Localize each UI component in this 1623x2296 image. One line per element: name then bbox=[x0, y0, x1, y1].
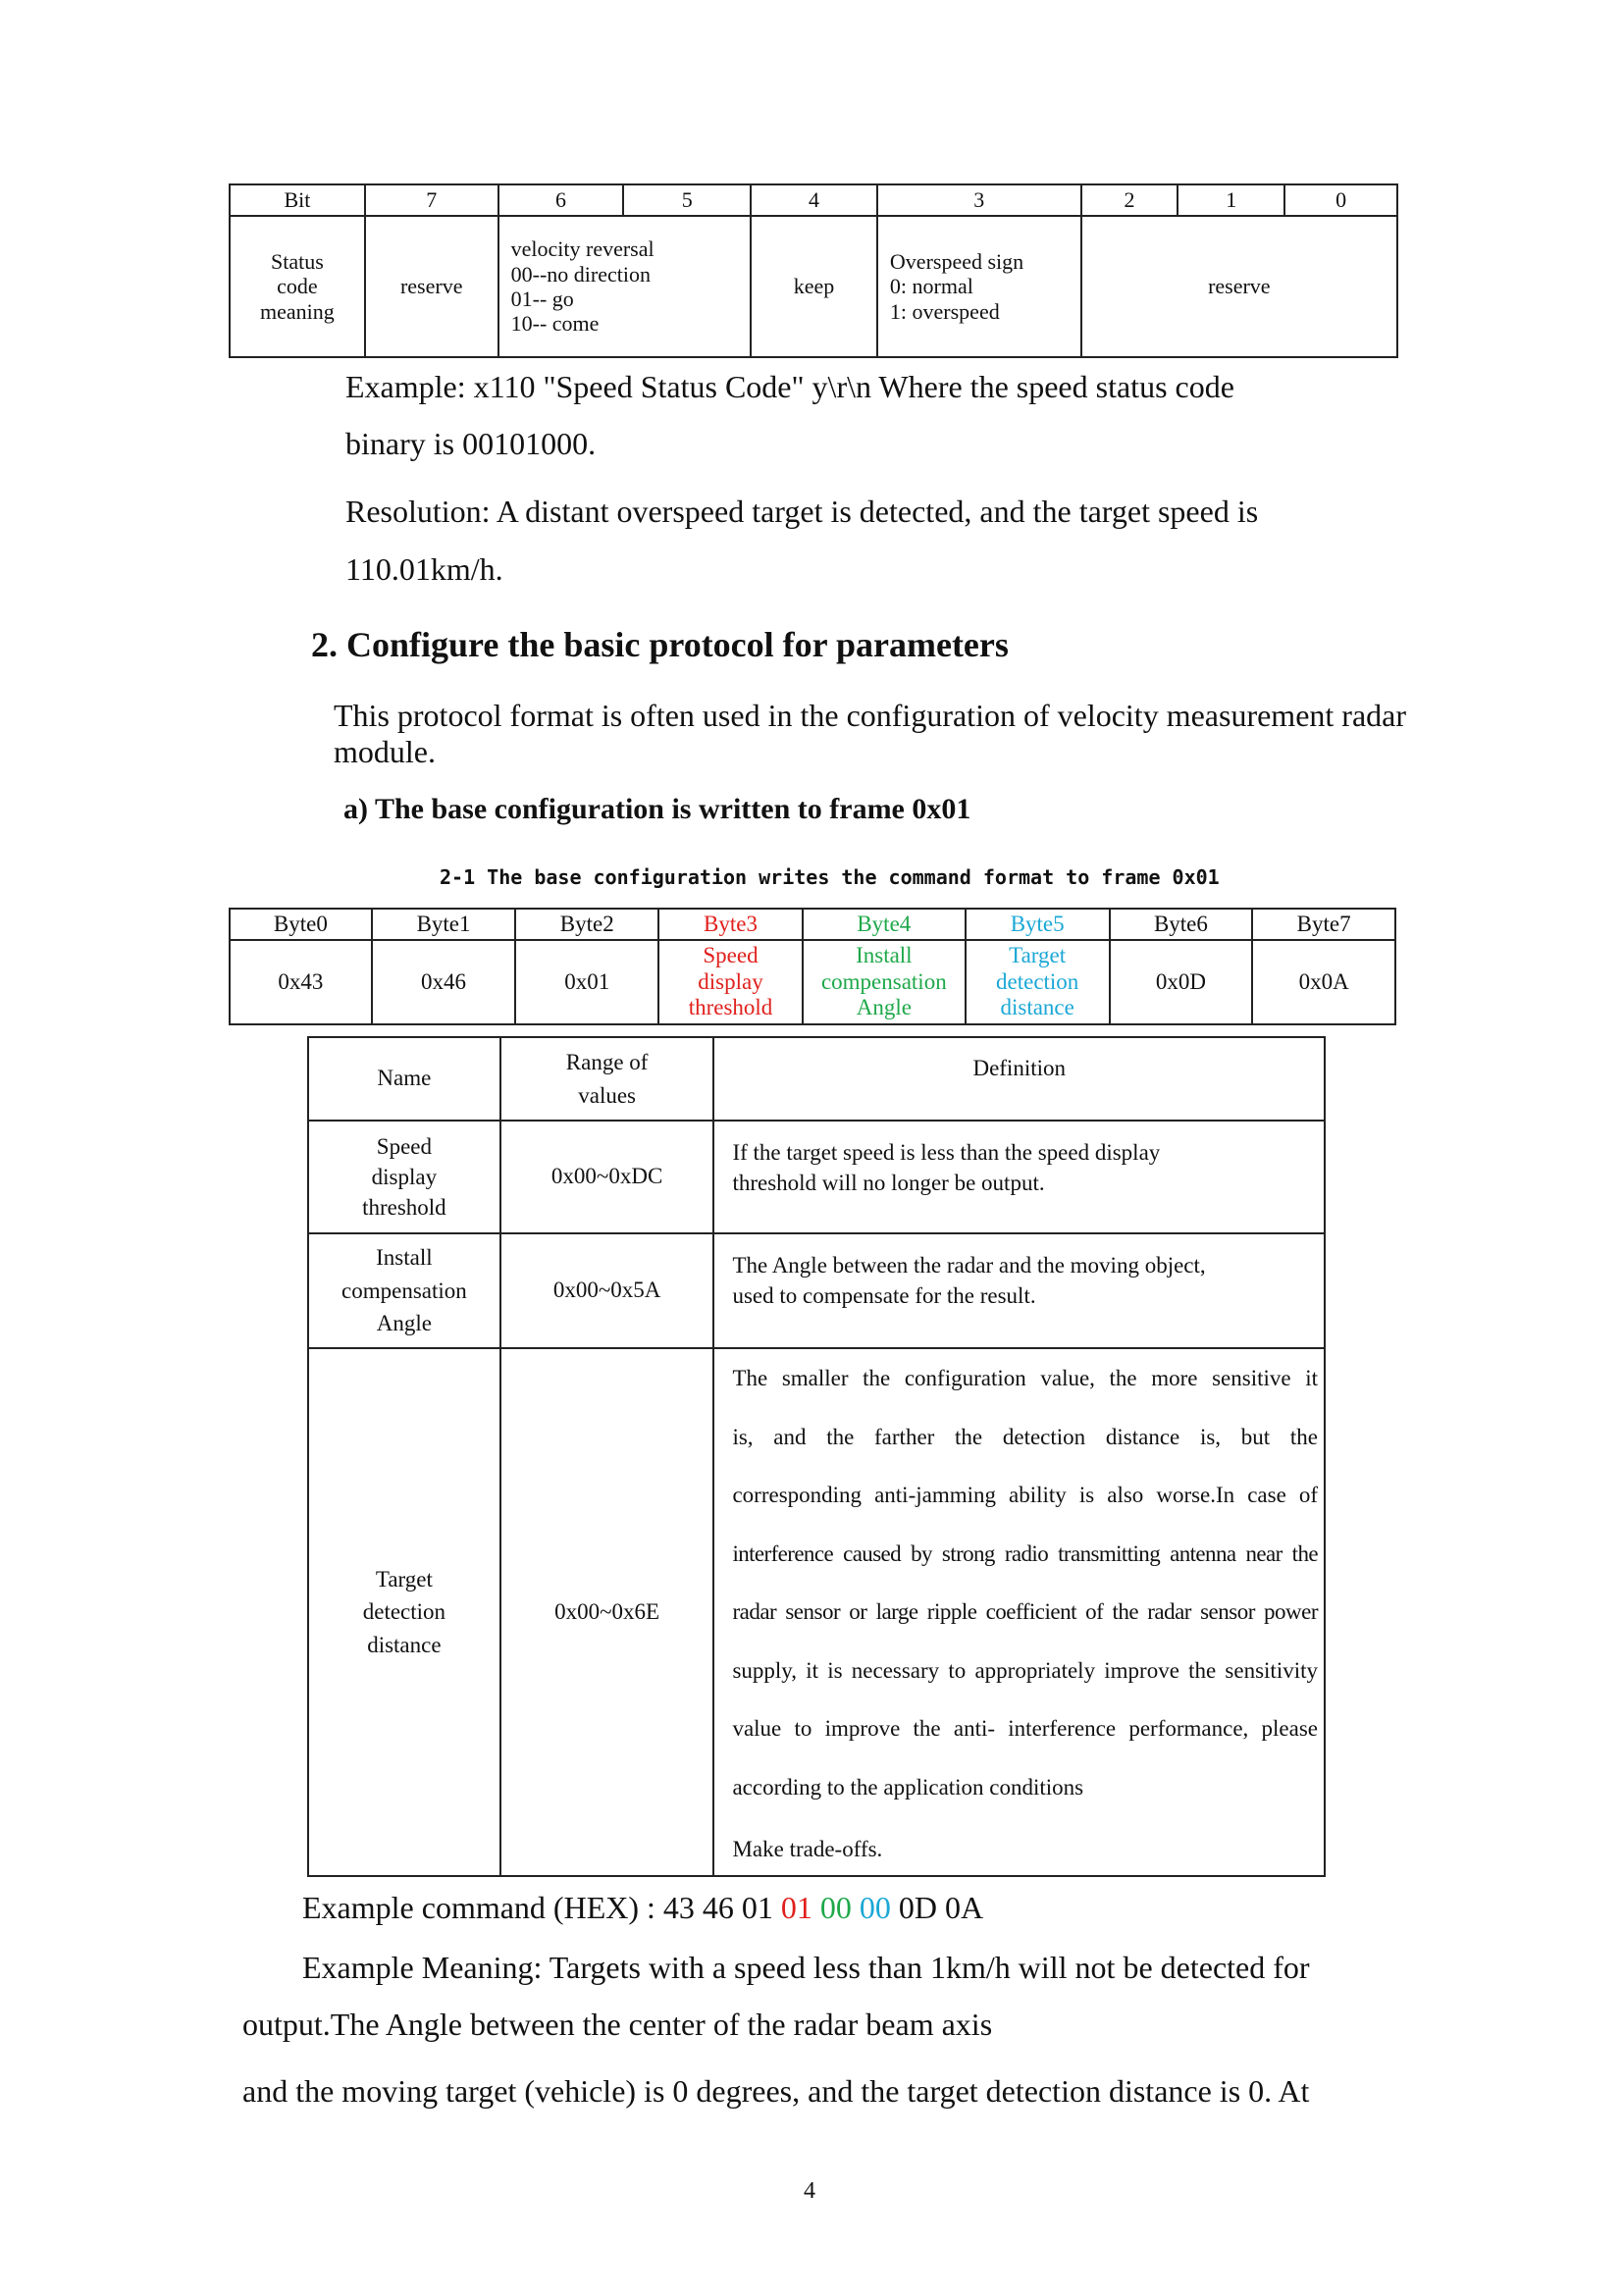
header-definition: Definition bbox=[713, 1037, 1325, 1121]
byte1-value: 0x46 bbox=[372, 940, 516, 1024]
row1-range: 0x00~0xDC bbox=[500, 1121, 714, 1233]
header-bit2: 2 bbox=[1081, 184, 1178, 216]
bit3-value: Overspeed sign 0: normal 1: overspeed bbox=[877, 216, 1081, 357]
example1-line4: 110.01km/h. bbox=[345, 551, 503, 587]
row3-name: Target detection distance bbox=[308, 1348, 500, 1876]
byte1-header: Byte1 bbox=[372, 909, 516, 940]
bit65-value: velocity reversal 00--no direction 01-- go 10-- come bbox=[498, 216, 752, 357]
parameters-table bbox=[307, 1036, 1326, 1877]
example-command: Example command (HEX) : 43 46 01 01 00 00 0D 0A bbox=[302, 1890, 984, 1925]
byte5-header: Byte5 bbox=[966, 909, 1110, 940]
example-meaning-line3: and the moving target (vehicle) is 0 degrees, and the target detection distance is 0. At bbox=[242, 2073, 1310, 2109]
byte7-value: 0x0A bbox=[1252, 940, 1395, 1024]
intro-line1: This protocol format is often used in the configuration of velocity measurement radar bbox=[334, 698, 1406, 733]
byte2-value: 0x01 bbox=[515, 940, 658, 1024]
header-bit: Bit bbox=[230, 184, 365, 216]
byte3-header: Byte3 bbox=[658, 909, 803, 940]
header-bit4: 4 bbox=[751, 184, 877, 216]
header-bit1: 1 bbox=[1178, 184, 1284, 216]
page-number: 4 bbox=[804, 2178, 815, 2204]
row2-name: Install compensation Angle bbox=[308, 1233, 500, 1348]
byte0-value: 0x43 bbox=[230, 940, 372, 1024]
byte4-value: Install compensation Angle bbox=[803, 940, 966, 1024]
intro-line2: module. bbox=[334, 734, 436, 769]
header-bit6: 6 bbox=[498, 184, 624, 216]
example1-line2: binary is 00101000. bbox=[345, 426, 597, 461]
byte6-value: 0x0D bbox=[1110, 940, 1253, 1024]
example1-line3: Resolution: A distant overspeed target is detected, and the target speed is bbox=[345, 494, 1259, 529]
row-label: Status code meaning bbox=[230, 216, 365, 357]
bit210-value: reserve bbox=[1081, 216, 1397, 357]
header-bit3: 3 bbox=[877, 184, 1081, 216]
section-heading: 2. Configure the basic protocol for parameters bbox=[311, 625, 1009, 664]
row1-name: Speed display threshold bbox=[308, 1121, 500, 1233]
bit4-value: keep bbox=[751, 216, 877, 357]
row3-definition: The smaller the configuration value, the more sensitive it is, and the farther the detection distance is, but the corresponding anti-jamming ability is also worse.In case of interference caused by strong radio transmitting antenna near the radar sensor or large ripple coefficient of the radar sensor power supply, it is necessary to appropriately improve the sensitivity value to improve the anti- interference performance, please according to the application conditions Make trade-offs. bbox=[713, 1348, 1325, 1876]
header-bit5: 5 bbox=[623, 184, 751, 216]
example-meaning-line2: output.The Angle between the center of the radar beam axis bbox=[242, 2007, 993, 2042]
row2-definition: The Angle between the radar and the moving object, used to compensate for the result. bbox=[713, 1233, 1325, 1348]
header-name: Name bbox=[308, 1037, 500, 1121]
byte2-header: Byte2 bbox=[515, 909, 658, 940]
byte7-header: Byte7 bbox=[1252, 909, 1395, 940]
row2-range: 0x00~0x5A bbox=[500, 1233, 714, 1348]
byte0-header: Byte0 bbox=[230, 909, 372, 940]
bit7-value: reserve bbox=[365, 216, 498, 357]
table-row bbox=[308, 1121, 1325, 1233]
table-caption: 2-1 The base configuration writes the command format to frame 0x01 bbox=[440, 865, 1220, 889]
header-bit7: 7 bbox=[365, 184, 498, 216]
row1-definition: If the target speed is less than the speed display threshold will no longer be output. bbox=[713, 1121, 1325, 1233]
table-row bbox=[308, 1348, 1325, 1876]
byte4-header: Byte4 bbox=[803, 909, 966, 940]
example1-line1: Example: x110 "Speed Status Code" y\r\n Where the speed status code bbox=[345, 369, 1234, 404]
byte6-header: Byte6 bbox=[1110, 909, 1253, 940]
header-range: Range of values bbox=[500, 1037, 714, 1121]
row3-range: 0x00~0x6E bbox=[500, 1348, 714, 1876]
header-bit0: 0 bbox=[1284, 184, 1397, 216]
example-meaning-line1: Example Meaning: Targets with a speed less than 1km/h will not be detected for bbox=[302, 1950, 1310, 1985]
status-code-table bbox=[229, 183, 1398, 358]
byte5-value: Target detection distance bbox=[966, 940, 1110, 1024]
subsection-heading: a) The base configuration is written to frame 0x01 bbox=[343, 793, 971, 825]
command-format-table bbox=[229, 908, 1396, 1025]
table-row bbox=[308, 1233, 1325, 1348]
byte3-value: Speed display threshold bbox=[658, 940, 803, 1024]
